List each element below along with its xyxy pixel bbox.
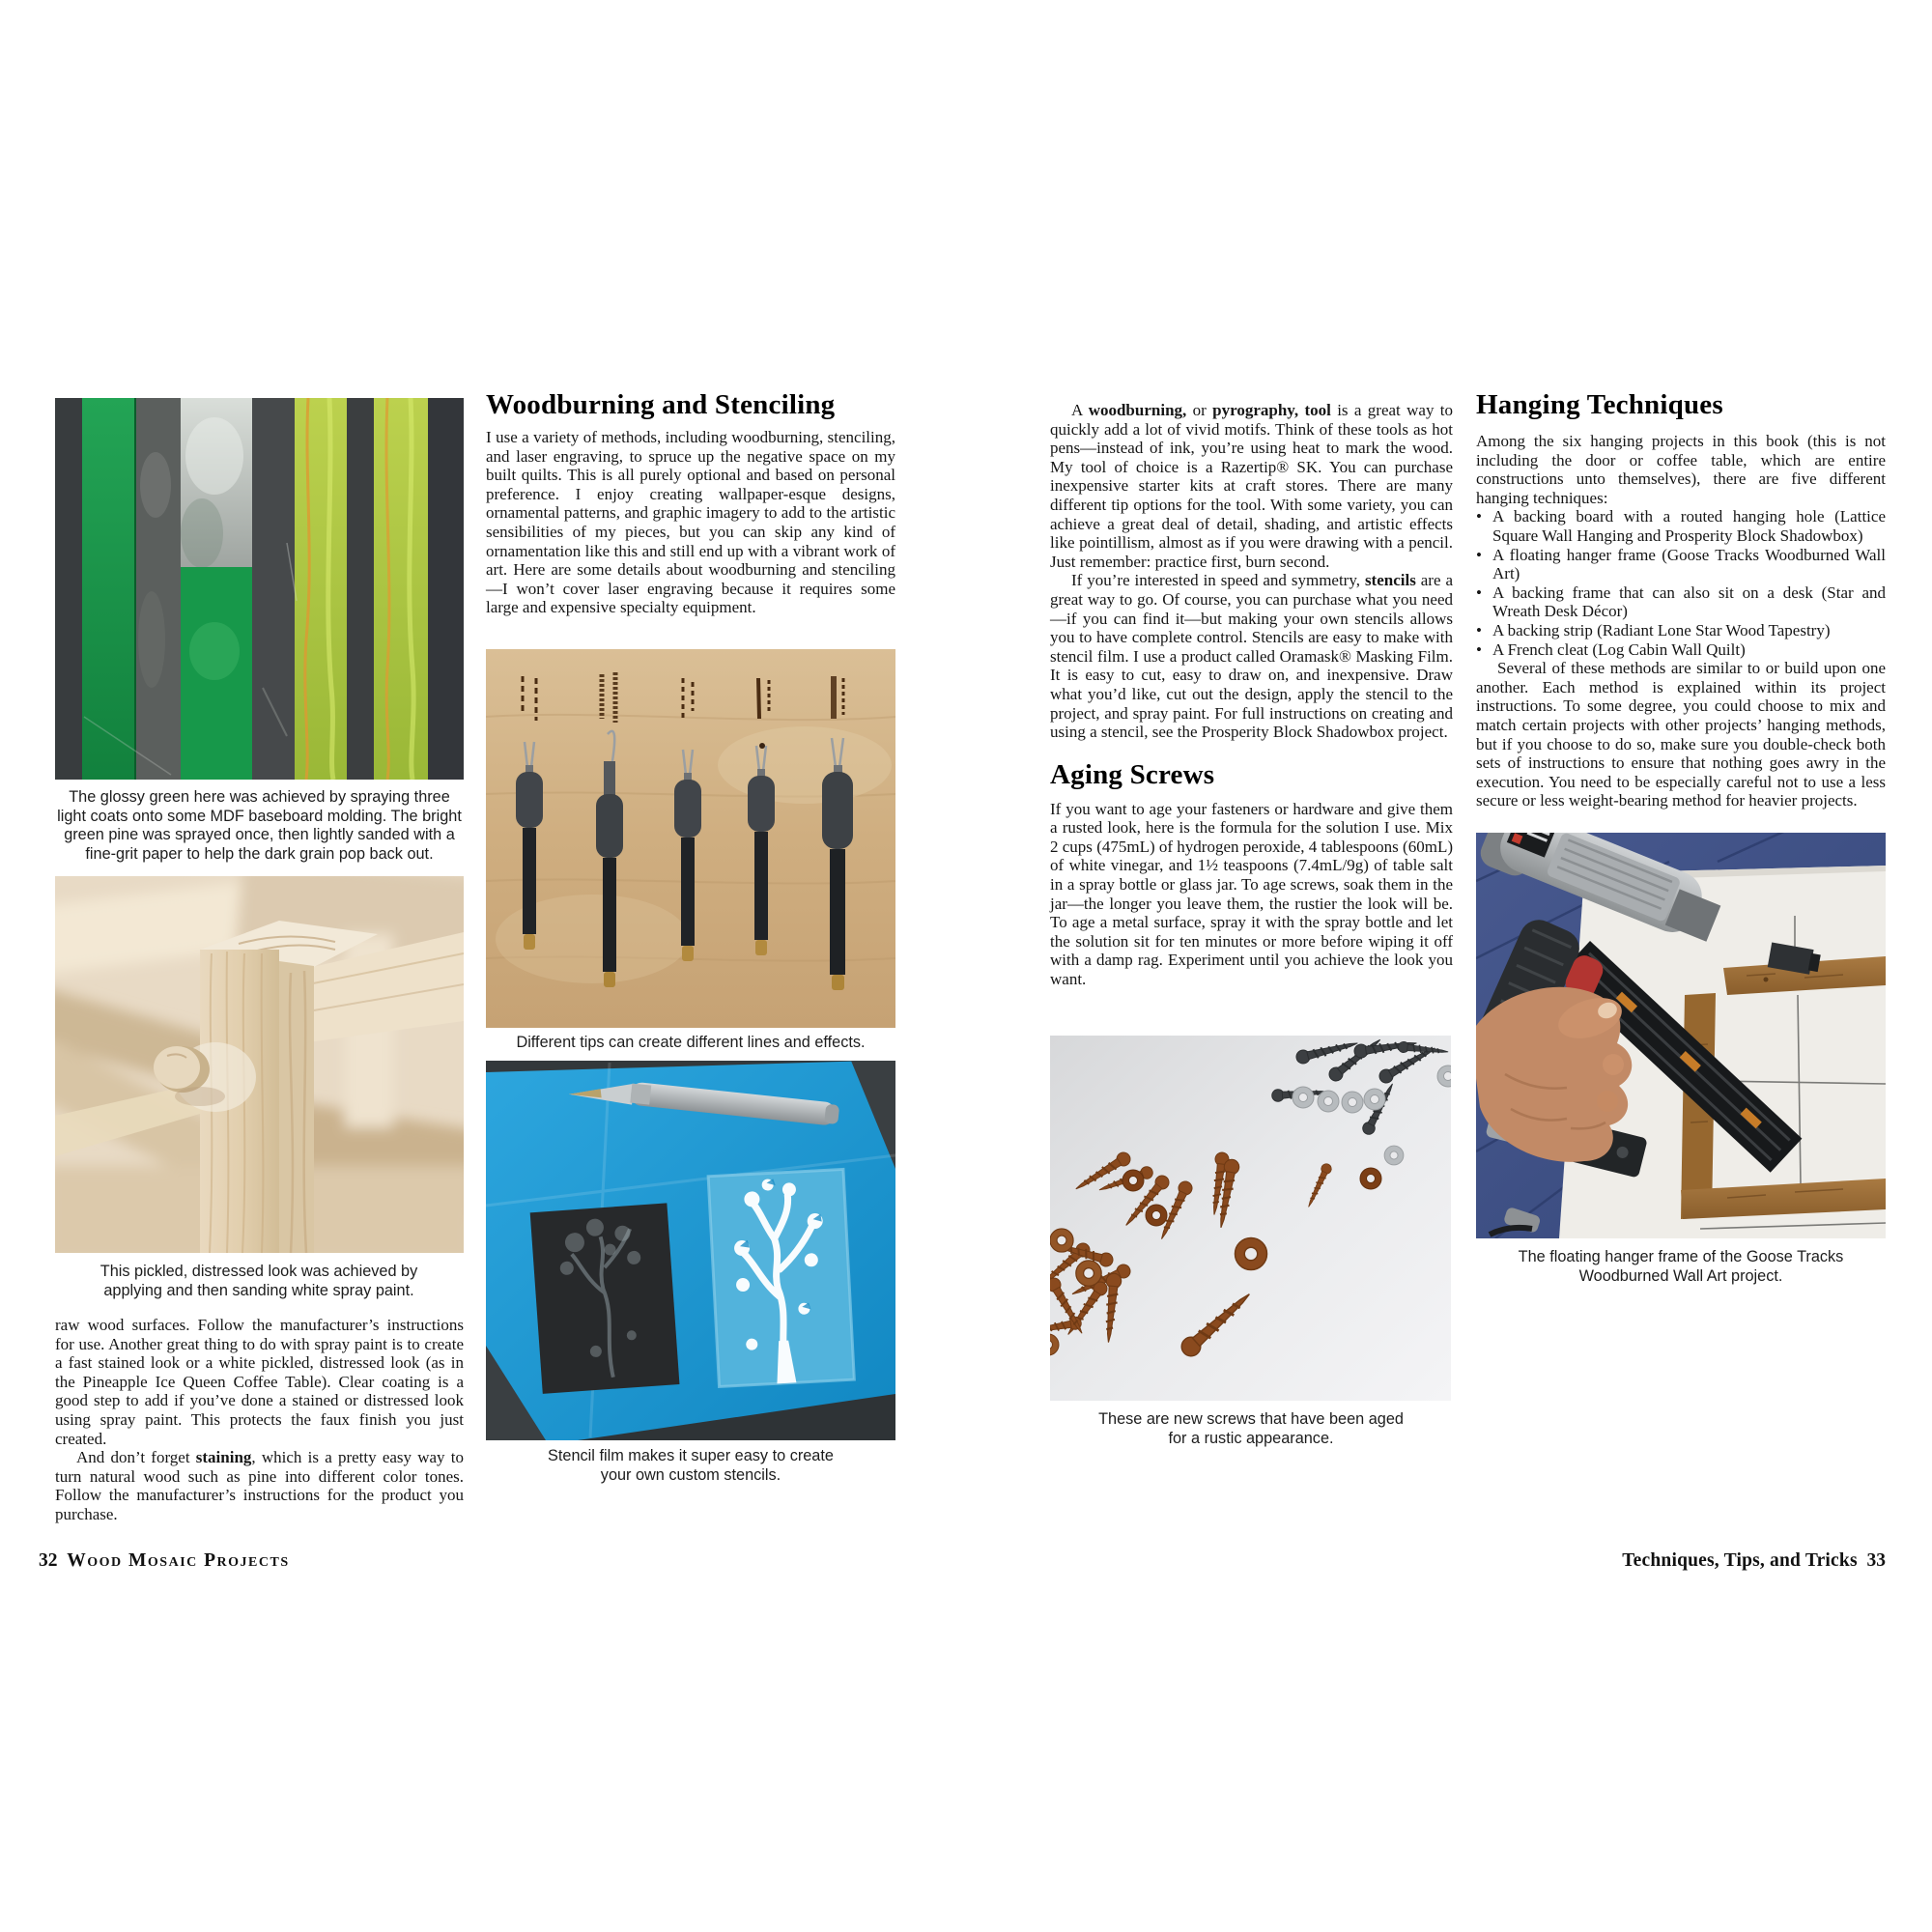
caption-aged-screws: These are new screws that have been aged for a rustic appearance. <box>1098 1410 1404 1447</box>
text-segment: or <box>1186 401 1213 419</box>
text-segment-bold: pyrography, tool <box>1212 401 1331 419</box>
caption-nailer-frame: The floating hanger frame of the Goose Tracks Woodburned Wall Art project. <box>1518 1248 1844 1285</box>
paragraph-hanging-intro: Among the six hanging projects in this book (this is not including the door or coffee table, which are entire constructions unto themselves), there are five different hanging techniques: <box>1476 432 1886 507</box>
text-segment: are a great way to go. Of course, you can purchase what you need—if you can find it—but making your own stencils allows you to have complete control. Stencils are easy to make with stencil film. I use a product called Oramask® Masking Film. It is easy to cut, easy to draw on, and inexpensive. Draw what you’d like, cut out the design, apply the stencil to the project, and spray paint. For full instructions on creating and using a stencil, see the Prosperity Block Shadowbox project. <box>1050 571 1453 742</box>
paragraph-staining <box>55 1448 464 1523</box>
text-segment: And don’t forget <box>76 1448 196 1467</box>
text-segment: A <box>1071 401 1089 419</box>
heading-hanging-techniques: Hanging Techniques <box>1476 389 1723 420</box>
text-segment: If you’re interested in speed and symmetry, <box>1071 571 1365 590</box>
caption-stencil-film: Stencil film makes it super easy to create your own custom stencils. <box>548 1447 834 1484</box>
figure-nailer-frame <box>1476 833 1886 1238</box>
caption-pickled-frame: This pickled, distressed look was achieved by applying and then sanding white spray paint. <box>99 1263 418 1299</box>
text-segment: is a great way to quickly add a lot of vivid motifs. Think of these tools as hot pens—instead of ink, you’re using heat to mark the wood. My tool of choice is a Razertip® SK. You can purchase inexpensive starter kits at craft stores. There are many different tip options for the tool. With some variety, you can achieve a great deal of detail, shading, and artistic effects like pointillism, almost as if you were drawing with a pencil. Just remember: practice first, burn second. <box>1050 401 1454 571</box>
figure-pickled-frame <box>55 876 464 1253</box>
heading-aging-screws: Aging Screws <box>1050 758 1215 790</box>
paragraph-stencils <box>1050 571 1453 741</box>
paragraph-spray-paint: raw wood surfaces. Follow the manufacturer’s instructions for use. Another great thing to do with spray paint is to create a fast stained look or a white pickled, distressed look (as in the Pineapple Ice Queen Coffee Table). Clear coating is a good step to add if you’ve done a stained or distressed look using spray paint. This protects the faux finish you just created. <box>55 1316 464 1448</box>
figure-green-boards <box>55 398 464 780</box>
pickled-frame-photo <box>55 876 464 1253</box>
footer-left <box>39 1550 290 1572</box>
hanging-techniques-list <box>1476 507 1886 659</box>
green-boards-photo <box>55 398 464 780</box>
paragraph-hanging-closing: Several of these methods are similar to or build upon one another. Each method is explained within its project instructions. To some degree, you could choose to mix and match certain projects with other projects’ hanging methods, but if you choose to do so, make sure you double-check both sets of instructions to ensure that nothing goes awry in the execution. You need to be especially careful not to use a less secure or less weight-bearing method for heavier projects. <box>1476 659 1886 810</box>
stencil-film-photo <box>486 1061 895 1440</box>
column4-text <box>1476 432 1886 810</box>
paragraph-woodburning-tool <box>1050 401 1453 571</box>
book-title: Wood Mosaic Projects <box>67 1550 290 1571</box>
caption-green-boards: The glossy green here was achieved by spraying three light coats onto some MDF baseboard molding. The bright green pine was sprayed once, then lightly sanded with a fine-grit paper to help the dark grain pop back out. <box>57 788 462 863</box>
heading-woodburning-stenciling: Woodburning and Stenciling <box>486 389 836 420</box>
figure-pen-tips <box>486 649 895 1028</box>
column3-text <box>1050 401 1453 989</box>
page-number-right: 33 <box>1866 1550 1886 1571</box>
figure-aged-screws <box>1050 1036 1451 1401</box>
list-item: • A French cleat (Log Cabin Wall Quilt) <box>1476 640 1886 660</box>
nailer-frame-photo <box>1476 833 1886 1238</box>
paragraph-methods: I use a variety of methods, including woodburning, stenciling, and laser engraving, to spruce up the negative space on my built quilts. This is all purely optional and based on personal preference. I enjoy creating wallpaper-esque designs, ornamental patterns, and graphic imagery to add to the artistic sensibilities of my pieces, but you can skip any kind of ornamentation like this and still end up with a vibrant work of art. Here are some details about woodburning and stenciling—I won’t cover laser engraving because it requires some large and expensive specialty equipment. <box>486 428 895 617</box>
figure-stencil-film <box>486 1061 895 1440</box>
list-item: • A floating hanger frame (Goose Tracks Woodburned Wall Art) <box>1476 546 1886 583</box>
chapter-title: Techniques, Tips, and Tricks <box>1622 1550 1858 1571</box>
text-segment-bold: woodburning, <box>1088 401 1187 419</box>
column2-text <box>486 428 895 617</box>
text-segment: , which is a pretty easy way to turn natural wood such as pine into different color tones. Follow the manufacturer’s instructions for the product you purchase. <box>55 1448 464 1523</box>
footer-right <box>966 1550 1886 1572</box>
text-segment-bold: staining <box>195 1448 252 1467</box>
aged-screws-photo <box>1050 1036 1451 1401</box>
list-item: • A backing board with a routed hanging hole (Lattice Square Wall Hanging and Prosperity Block Shadowbox) <box>1476 507 1886 545</box>
pen-tips-photo <box>486 649 895 1028</box>
column1-text <box>55 1316 464 1524</box>
list-item: • A backing strip (Radiant Lone Star Wood Tapestry) <box>1476 621 1886 640</box>
text-segment-bold: stencils <box>1364 571 1416 590</box>
paragraph-aging-formula: If you want to age your fasteners or hardware and give them a rusted look, here is the formula for the solution I use. Mix 2 cups (475mL) of hydrogen peroxide, 4 tablespoons (60mL) of white vinegar, and 1½ teaspoons (7.4mL/9g) of table salt in a spray bottle or glass jar. To age screws, soak them in the jar—the longer you leave them, the rustier the look will be. To age a metal surface, spray it with the spray bottle and let the solution sit for ten minutes or more before wiping it off with a damp rag. Experiment until you achieve the look you want. <box>1050 799 1453 989</box>
caption-pen-tips: Different tips can create different lines and effects. <box>516 1034 866 1051</box>
page-number-left: 32 <box>39 1550 58 1571</box>
list-item: • A backing frame that can also sit on a desk (Star and Wreath Desk Décor) <box>1476 583 1886 621</box>
